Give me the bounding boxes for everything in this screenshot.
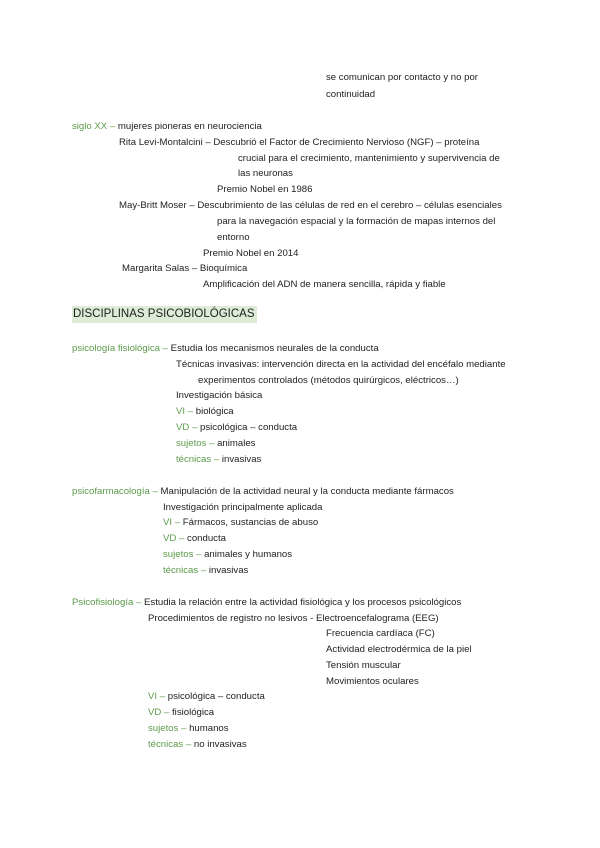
section-heading: DISCIPLINAS PSICOBIOLÓGICAS bbox=[72, 306, 257, 323]
section-title: mujeres pioneras en neurociencia bbox=[117, 121, 262, 132]
text-line: crucial para el crecimiento, mantenimiento y supervivencia de bbox=[238, 153, 500, 164]
term-label: Psicofisiología – bbox=[72, 597, 142, 608]
attr-sujetos bbox=[176, 438, 255, 450]
section-psicofarmacologia bbox=[72, 486, 454, 498]
term-label: psicofarmacología – bbox=[72, 486, 158, 497]
text-line: se comunican por contacto y no por bbox=[326, 72, 478, 83]
attr-vd bbox=[148, 707, 214, 719]
term-label: siglo XX – bbox=[72, 121, 116, 132]
term-description: Manipulación de la actividad neural y la conducta mediante fármacos bbox=[160, 486, 454, 497]
attr-label: VD – bbox=[163, 533, 185, 544]
attr-tecnicas bbox=[176, 454, 261, 466]
term-label: psicología fisiológica – bbox=[72, 343, 168, 354]
attr-vd bbox=[163, 533, 226, 545]
term-description: Estudia la relación entre la actividad fisiológica y los procesos psicológicos bbox=[144, 597, 462, 608]
attr-vi bbox=[176, 406, 234, 418]
attr-label: sujetos – bbox=[163, 549, 202, 560]
text-line: Margarita Salas – Bioquímica bbox=[122, 263, 248, 274]
text-line: las neuronas bbox=[238, 168, 293, 179]
attr-vi bbox=[163, 517, 318, 529]
attr-label: técnicas – bbox=[163, 565, 207, 576]
text-line: Tensión muscular bbox=[326, 660, 401, 671]
text-line: Técnicas invasivas: intervención directa en la actividad del encéfalo mediante bbox=[176, 359, 506, 370]
text-line: experimentos controlados (métodos quirúrgicos, eléctricos…) bbox=[198, 375, 459, 386]
attr-value: psicológica – conducta bbox=[200, 422, 298, 433]
text-line: Frecuencia cardíaca (FC) bbox=[326, 628, 435, 639]
attr-sujetos bbox=[148, 723, 229, 735]
attr-label: técnicas – bbox=[148, 739, 192, 750]
text-line: Procedimientos de registro no lesivos - Electroencefalograma (EEG) bbox=[148, 613, 439, 624]
attr-label: VI – bbox=[176, 406, 194, 417]
attr-vi bbox=[148, 691, 265, 703]
attr-value: animales y humanos bbox=[204, 549, 293, 560]
section-psicologia-fisiologica bbox=[72, 343, 379, 355]
term-description: Estudia los mecanismos neurales de la conducta bbox=[170, 343, 379, 354]
attr-vd bbox=[176, 422, 297, 434]
attr-label: VD – bbox=[148, 707, 170, 718]
attr-sujetos bbox=[163, 549, 292, 561]
section-psicofisiologia bbox=[72, 597, 461, 609]
text-line: Investigación principalmente aplicada bbox=[163, 502, 323, 513]
attr-label: sujetos – bbox=[148, 723, 187, 734]
attr-label: VD – bbox=[176, 422, 198, 433]
text-line: entorno bbox=[217, 232, 250, 243]
text-line: Investigación básica bbox=[176, 390, 263, 401]
attr-label: VI – bbox=[148, 691, 166, 702]
attr-value: fisiológica bbox=[172, 707, 215, 718]
attr-label: VI – bbox=[163, 517, 181, 528]
attr-label: sujetos – bbox=[176, 438, 215, 449]
attr-value: invasivas bbox=[208, 565, 249, 576]
attr-tecnicas bbox=[163, 565, 248, 577]
text-line: Actividad electrodérmica de la piel bbox=[326, 644, 472, 655]
text-line: continuidad bbox=[326, 89, 376, 100]
text-line: May-Britt Moser – Descubrimiento de las células de red en el cerebro – células esenciales bbox=[119, 200, 502, 211]
attr-value: conducta bbox=[187, 533, 226, 544]
text-line: Rita Levi-Montalcini – Descubrió el Factor de Crecimiento Nervioso (NGF) – proteína bbox=[119, 137, 480, 148]
attr-label: técnicas – bbox=[176, 454, 220, 465]
attr-value: animales bbox=[217, 438, 256, 449]
attr-value: invasivas bbox=[221, 454, 262, 465]
attr-tecnicas bbox=[148, 739, 247, 751]
text-line: Premio Nobel en 2014 bbox=[203, 248, 299, 259]
text-line: Premio Nobel en 1986 bbox=[217, 184, 313, 195]
text-line: Amplificación del ADN de manera sencilla, rápida y fiable bbox=[203, 279, 446, 290]
text-line: para la navegación espacial y la formación de mapas internos del bbox=[217, 216, 496, 227]
attr-value: psicológica – conducta bbox=[167, 691, 265, 702]
attr-value: Fármacos, sustancias de abuso bbox=[182, 517, 319, 528]
attr-value: no invasivas bbox=[193, 739, 247, 750]
text-line: Movimientos oculares bbox=[326, 676, 419, 687]
attr-value: biológica bbox=[195, 406, 234, 417]
section-siglo-xx bbox=[72, 121, 262, 133]
attr-value: humanos bbox=[189, 723, 229, 734]
